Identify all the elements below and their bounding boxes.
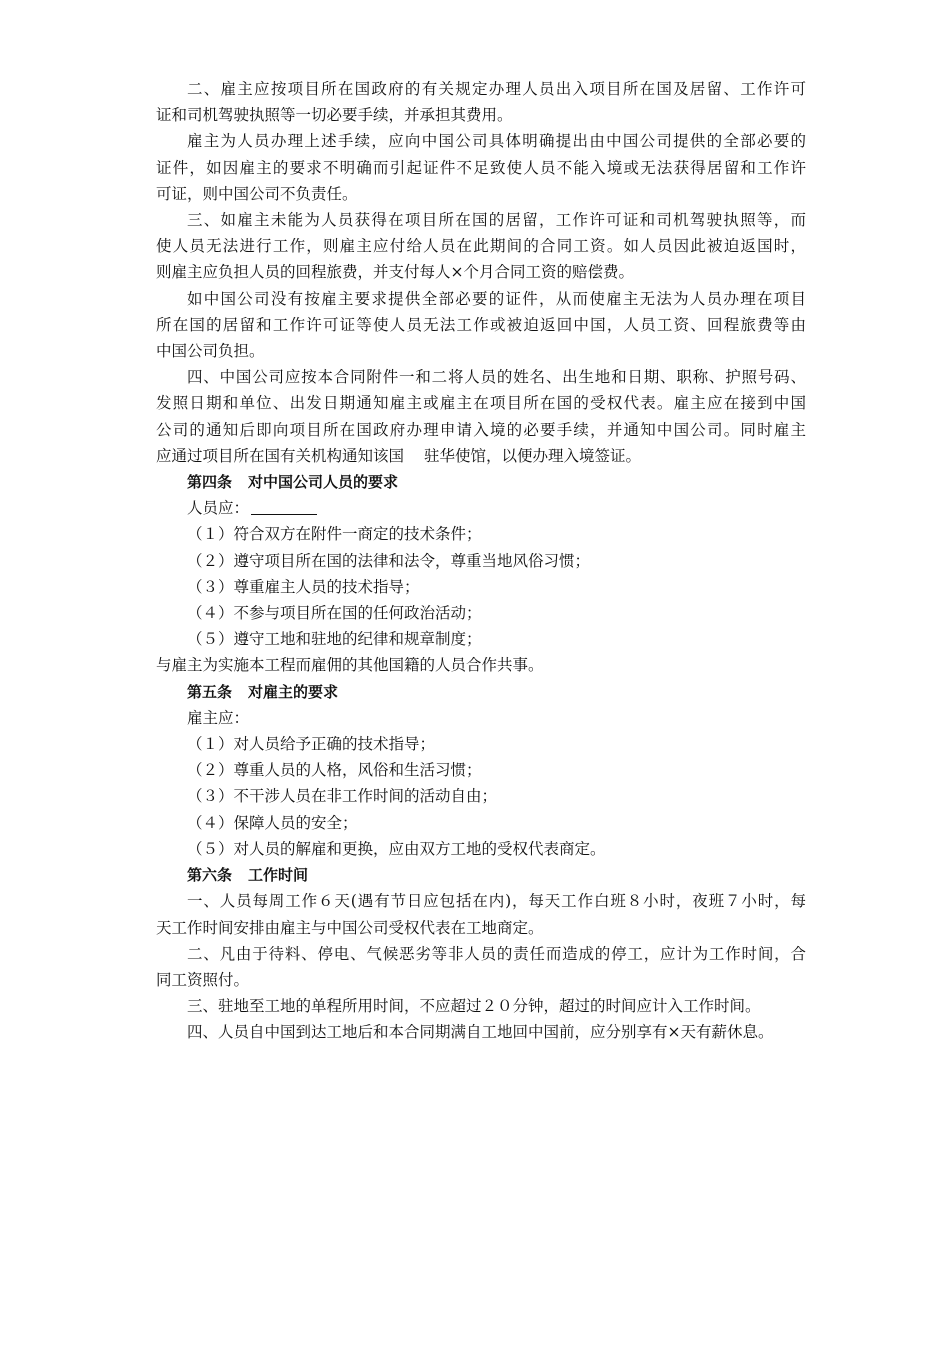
- document-body: [156, 76, 806, 1046]
- paragraph-line: 天工作时间安排由雇主与中国公司受权代表在工地商定。: [156, 918, 544, 937]
- paragraph-fragment: 应通过项目所在国有关机构通知该国: [156, 446, 405, 465]
- article-title: 工作时间: [248, 866, 309, 885]
- article-6-heading: [156, 862, 806, 888]
- list-item: （２）遵守项目所在国的法律和法令，尊重当地风俗习惯；: [187, 551, 591, 570]
- article-4-closing: 与雇主为实施本工程而雇佣的其他国籍的人员合作共事。: [156, 656, 544, 675]
- article-5-heading: [156, 679, 806, 705]
- paragraph-line: 二、雇主应按项目所在国政府的有关规定办理人员出入项目所在国及居留、工作许可: [187, 80, 806, 98]
- list-item: （１）符合双方在附件一商定的技术条件；: [187, 525, 482, 544]
- paragraph-line: 则雇主应负担人员的回程旅费，并支付每人×个月合同工资的赔偿费。: [156, 263, 634, 282]
- paragraph-line: 雇主为人员办理上述手续，应向中国公司具体明确提出由中国公司提供的全部必要的: [187, 132, 806, 151]
- paragraph-line: [156, 443, 806, 469]
- list-item: （１）对人员给予正确的技术指导；: [187, 735, 436, 754]
- article-4-intro: [156, 495, 806, 521]
- list-item: （４）保障人员的安全；: [187, 813, 358, 832]
- paragraph-line: 三、如雇主未能为人员获得在项目所在国的居留，工作许可证和司机驾驶执照等，而: [187, 211, 806, 230]
- article-number: 第四条: [187, 473, 233, 492]
- article-title: 对雇主的要求: [248, 682, 339, 701]
- paragraph-line: 公司的通知后即向项目所在国政府办理申请入境的必要手续，并通知中国公司。同时雇主: [156, 420, 806, 439]
- paragraph-line: 使人员无法进行工作，则雇主应付给人员在此期间的合同工资。如人员因此被迫返国时，: [156, 237, 806, 256]
- paragraph-line: 一、人员每周工作６天(遇有节日应包括在内)，每天工作白班８小时，夜班７小时，每: [187, 892, 806, 911]
- list-item: （５）对人员的解雇和更换，应由双方工地的受权代表商定。: [187, 839, 606, 858]
- paragraph-line: 发照日期和单位、出发日期通知雇主或雇主在项目所在国的受权代表。雇主应在接到中国: [156, 394, 806, 413]
- list-item: （４）不参与项目所在国的任何政治活动；: [187, 604, 482, 623]
- paragraph-line: 如中国公司没有按雇主要求提供全部必要的证件，从而使雇主无法为人员办理在项目: [187, 289, 806, 308]
- paragraph-line: 中国公司负担。: [156, 342, 265, 361]
- paragraph-line: 所在国的居留和工作许可证等使人员无法工作或被迫返回中国，人员工资、回程旅费等由: [156, 315, 806, 334]
- paragraph-line: 证和司机驾驶执照等一切必要手续，并承担其费用。: [156, 106, 513, 125]
- article-4-heading: [156, 469, 806, 495]
- list-item: （３）尊重雇主人员的技术指导；: [187, 577, 420, 596]
- article-number: 第六条: [187, 866, 233, 885]
- article-5-intro: 雇主应：: [187, 708, 250, 727]
- paragraph-line: 二、凡由于待料、停电、气候恶劣等非人员的责任而造成的停工，应计为工作时间，合: [187, 944, 806, 963]
- paragraph-line: 可证，则中国公司不负责任。: [156, 184, 358, 203]
- intro-text: 人员应：: [187, 499, 250, 518]
- paragraph-line: 三、驻地至工地的单程所用时间，不应超过２０分钟，超过的时间应计入工作时间。: [187, 997, 761, 1016]
- list-item: （３）不干涉人员在非工作时间的活动自由；: [187, 787, 498, 806]
- paragraph-line: 证件，如因雇主的要求不明确而引起证件不足致使人员不能入境或无法获得居留和工作许: [156, 158, 806, 177]
- article-number: 第五条: [187, 682, 233, 701]
- paragraph-line: 四、中国公司应按本合同附件一和二将人员的姓名、出生地和日期、职称、护照号码、: [187, 368, 806, 387]
- blank-underline: [251, 498, 317, 515]
- paragraph-line: 同工资照付。: [156, 970, 250, 989]
- list-item: （２）尊重人员的人格，风俗和生活习惯；: [187, 761, 482, 780]
- article-title: 对中国公司人员的要求: [248, 473, 399, 492]
- list-item: （５）遵守工地和驻地的纪律和规章制度；: [187, 630, 482, 649]
- paragraph-line: 四、人员自中国到达工地后和本合同期满自工地回中国前，应分别享有×天有薪休息。: [187, 1023, 774, 1042]
- paragraph-fragment: 驻华使馆，以便办理入境签证。: [424, 446, 642, 465]
